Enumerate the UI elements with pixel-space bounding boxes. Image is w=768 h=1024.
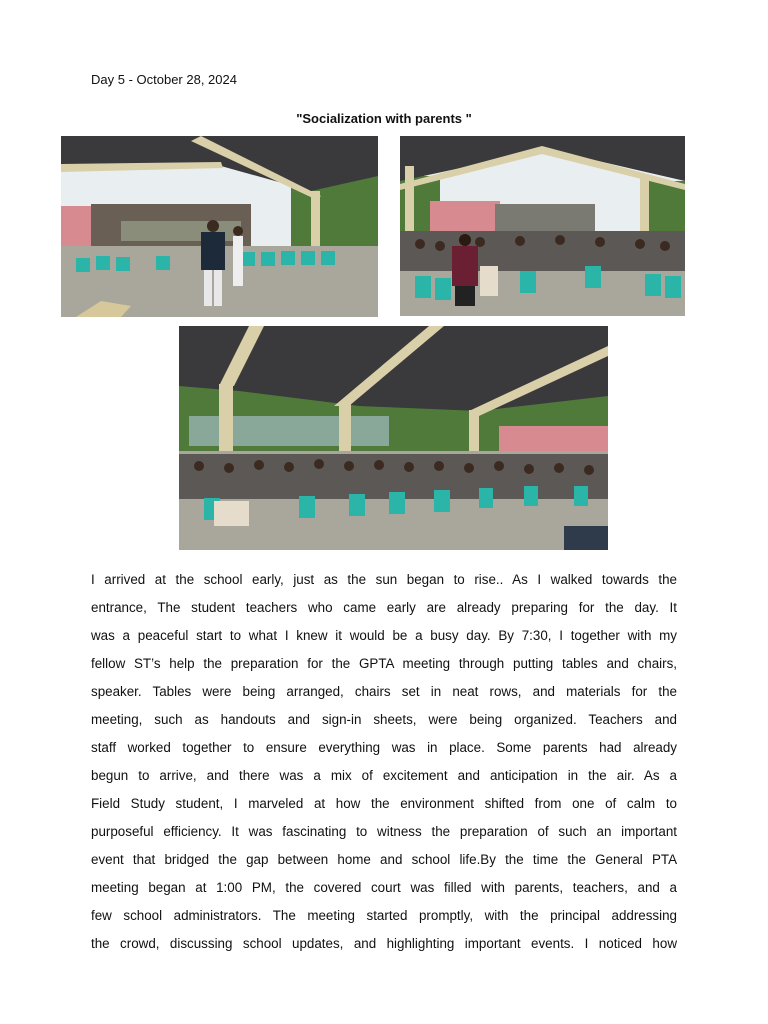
body-line: purposeful efficiency. It was fascinating to witness the preparation of such an important xyxy=(91,824,677,839)
body-line: event that bridged the gap between home and school life.By the time the General PTA xyxy=(91,852,677,867)
body-line: entrance, The student teachers who came early are already preparing for the day. It xyxy=(91,600,677,615)
body-line: Field Study student, I marveled at how the environment shifted from one of calm to xyxy=(91,796,677,811)
body-line: meeting, such as handouts and sign-in sheets, were being organized. Teachers and xyxy=(91,712,677,727)
body-line: was a peaceful start to what I knew it would be a busy day. By 7:30, I together with my xyxy=(91,628,677,643)
body-line: speaker. Tables were being arranged, chairs set in neat rows, and materials for the xyxy=(91,684,677,699)
body-line: the crowd, discussing school updates, and highlighting important events. I noticed how xyxy=(91,936,677,951)
body-line: staff worked together to ensure everything was in place. Some parents had already xyxy=(91,740,677,755)
photo-parents-seated xyxy=(400,136,685,316)
body-line: few school administrators. The meeting started promptly, with the principal addressing xyxy=(91,908,677,923)
body-line: I arrived at the school early, just as the sun began to rise.. As I walked towards the xyxy=(91,572,677,587)
photo-students-arranging-chairs xyxy=(61,136,378,317)
date-line: Day 5 - October 28, 2024 xyxy=(91,72,237,87)
body-line: begun to arrive, and there was a mix of excitement and anticipation in the air. As a xyxy=(91,768,677,783)
body-line: meeting began at 1:00 PM, the covered court was filled with parents, teachers, and a xyxy=(91,880,677,895)
document-title: "Socialization with parents " xyxy=(296,111,472,126)
body-line: fellow ST’s help the preparation for the GPTA meeting through putting tables and chairs, xyxy=(91,656,677,671)
photo-covered-court-crowd xyxy=(179,326,608,550)
body-paragraph xyxy=(91,566,677,958)
